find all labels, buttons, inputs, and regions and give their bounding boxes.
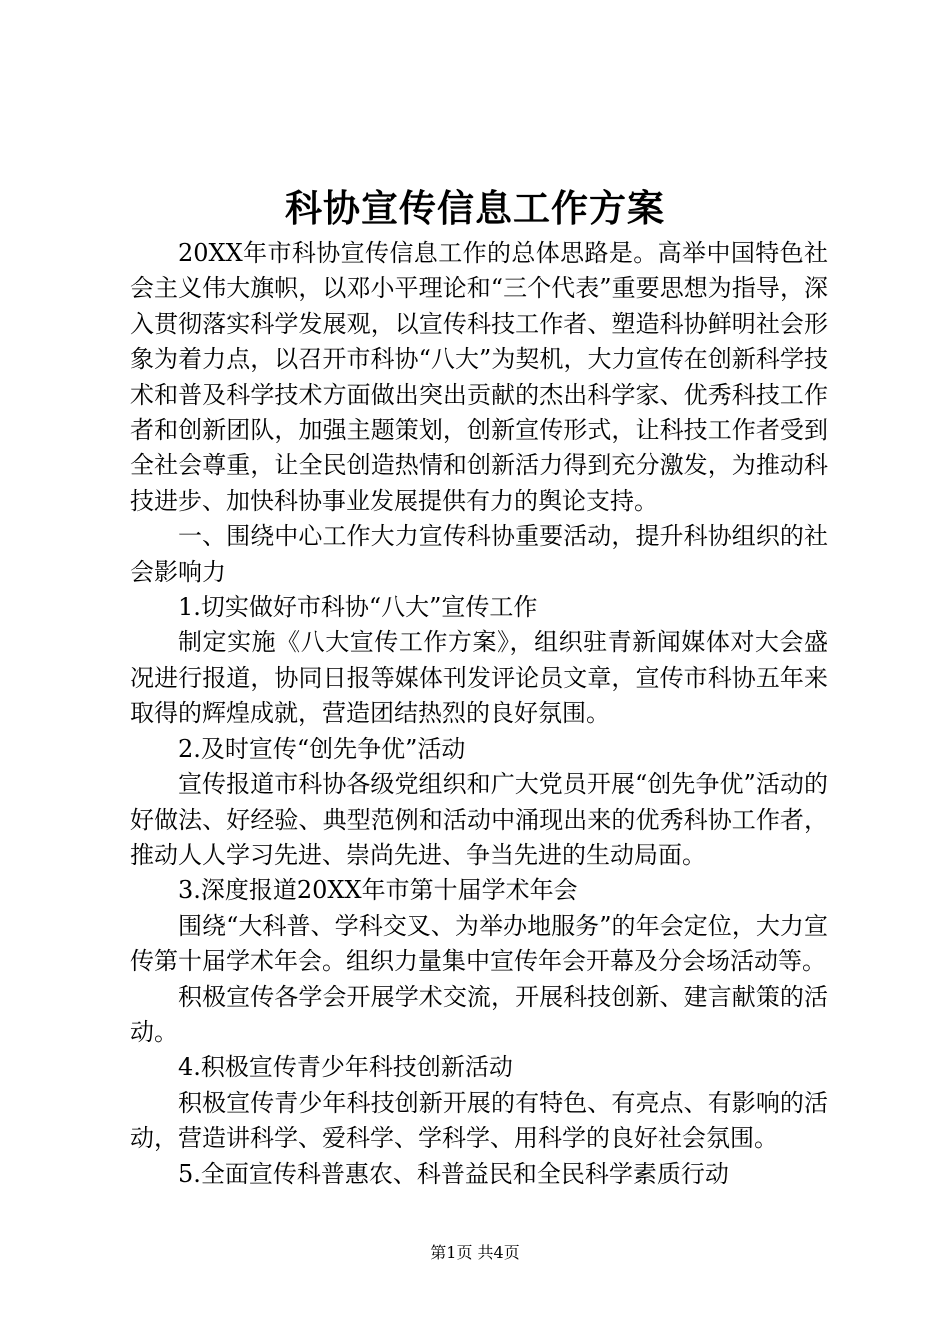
- document-title: 科协宣传信息工作方案: [285, 186, 665, 230]
- page-number-footer: 第1页 共4页: [430, 1243, 520, 1262]
- paragraph-4: 积极宣传各学会开展学术交流，开展科技创新、建言献策的活动。: [130, 982, 828, 1046]
- paragraph-3: 围绕“大科普、学科交叉、为举办地服务”的年会定位，大力宣传第十届学术年会。组织力量集中宣传年会开幕及分会场活动等。: [130, 911, 828, 976]
- paragraph-1: 制定实施《八大宣传工作方案》，组织驻青新闻媒体对大会盛况进行报道，协同日报等媒体刊发评论员文章，宣传市科协五年来取得的辉煌成就，营造团结热烈的良好氛围。: [130, 628, 828, 728]
- subheading-3: 3.深度报道20XX年市第十届学术年会: [178, 876, 578, 905]
- paragraph-5: 积极宣传青少年科技创新开展的有特色、有亮点、有影响的活动，营造讲科学、爱科学、学科学、用科学的良好社会氛围。: [130, 1088, 828, 1153]
- section-heading-1: 一、围绕中心工作大力宣传科协重要活动，提升科协组织的社会影响力: [130, 522, 828, 586]
- paragraph-2: 宣传报道市科协各级党组织和广大党员开展“创先争优”活动的好做法、好经验、典型范例和活动中涌现出来的优秀科协工作者，推动人人学习先进、崇尚先进、争当先进的生动局面。: [130, 770, 828, 869]
- intro-paragraph: 20XX年市科协宣传信息工作的总体思路是。高举中国特色社会主义伟大旗帜，以邓小平理论和“三个代表”重要思想为指导，深入贯彻落实科学发展观，以宣传科技工作者、塑造科协鲜明社会形象为着力点，以召开市科协“八大”为契机，大力宣传在创新科学技术和普及科学技术方面做出突出贡献的杰出科学家、优秀科技工作者和创新团队，加强主题策划，创新宣传形式，让科技工作者受到全社会尊重，让全民创造热情和创新活力得到充分激发，为推动科技进步、加快科协事业发展提供有力的舆论支持。: [130, 239, 828, 515]
- subheading-2: 2.及时宣传“创先争优”活动: [178, 734, 466, 763]
- subheading-4: 4.积极宣传青少年科技创新活动: [178, 1053, 513, 1082]
- document-body: [130, 236, 828, 1192]
- subheading-5: 5.全面宣传科普惠农、科普益民和全民科学素质行动: [178, 1159, 729, 1188]
- subheading-1: 1.切实做好市科协“八大”宣传工作: [178, 593, 538, 622]
